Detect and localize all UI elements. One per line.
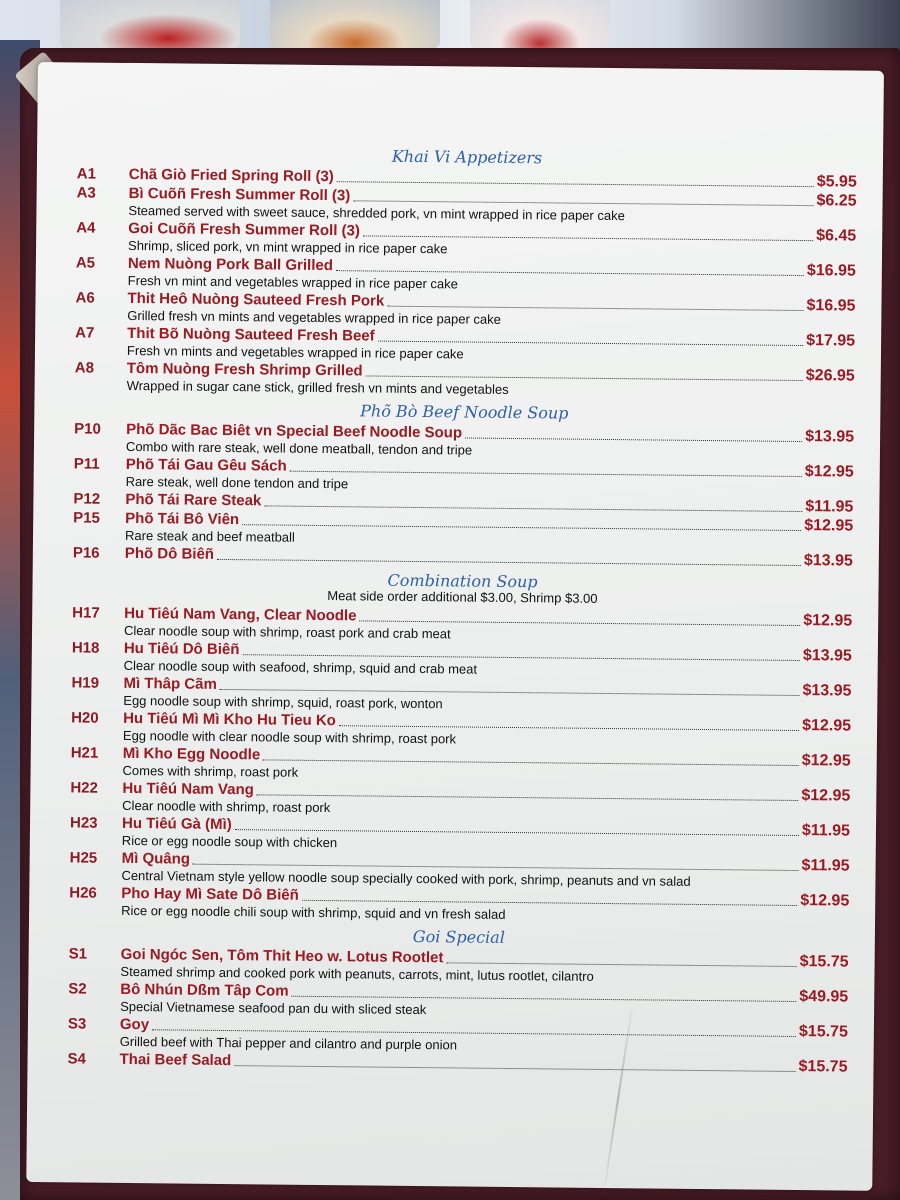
item-code: H25 xyxy=(69,849,98,867)
item-description: Fresh vn mint and vegetables wrapped in rice paper cake xyxy=(127,272,459,292)
dot-leader xyxy=(220,677,800,696)
item-name: Nem Nuòng Pork Ball Grilled xyxy=(127,254,334,275)
dot-leader xyxy=(290,459,802,477)
item-description: Clear noodle soup with shrimp, roast pork and crab meat xyxy=(123,622,451,642)
item-code: P12 xyxy=(73,490,101,508)
dot-leader xyxy=(366,363,803,381)
item-description: Comes with shrimp, roast pork xyxy=(122,762,299,780)
item-code: P10 xyxy=(74,420,101,438)
menu-content xyxy=(67,142,857,1080)
item-code: S1 xyxy=(68,945,88,963)
section-title: Khai Vi Appetizers xyxy=(391,146,543,168)
item-description: Clear noodle with shrimp, roast pork xyxy=(122,797,331,816)
item-price: $26.95 xyxy=(805,367,855,385)
item-price: $11.95 xyxy=(801,822,851,840)
item-code: H21 xyxy=(70,744,99,762)
menu-page xyxy=(26,62,884,1191)
item-price: $13.95 xyxy=(803,552,853,570)
item-price: $12.95 xyxy=(800,892,850,910)
item-description: Steamed served with sweet sauce, shredded pork, vn mint wrapped in rice paper cake xyxy=(128,202,625,224)
dot-leader xyxy=(387,294,803,311)
item-name: Hu Tiêú Mì Mì Kho Hu Tieu Ko xyxy=(123,709,336,730)
dot-leader xyxy=(378,329,804,346)
item-code: P16 xyxy=(72,544,100,562)
item-price: $15.75 xyxy=(798,1023,848,1041)
dot-leader xyxy=(242,512,801,531)
dot-leader xyxy=(446,950,796,967)
item-name: Bô Nhún Dßm Tâp Com xyxy=(120,980,289,1000)
item-name: Phõ Dô Biêñ xyxy=(124,544,215,563)
item-description: Grilled fresh vn mints and vegetables wrapped in rice paper cake xyxy=(127,307,502,327)
item-price: $6.25 xyxy=(816,192,857,210)
item-name: Thit Heô Nuòng Sauteed Fresh Pork xyxy=(127,289,385,310)
item-code: A1 xyxy=(76,165,97,183)
item-code: S2 xyxy=(68,980,87,998)
food-photo xyxy=(60,0,240,48)
section-title: Combination Soup xyxy=(387,570,538,592)
item-price: $12.95 xyxy=(801,787,851,805)
item-code: A7 xyxy=(75,324,95,342)
dot-leader xyxy=(235,817,799,836)
item-description: Egg noodle soup with shrimp, squid, roast pork, wonton xyxy=(123,692,443,712)
dot-leader xyxy=(257,782,799,801)
dot-leader xyxy=(337,169,814,187)
dot-leader xyxy=(465,425,802,442)
item-code: S3 xyxy=(67,1015,87,1033)
item-price: $13.95 xyxy=(805,428,855,446)
section-title: Goi Special xyxy=(412,926,505,947)
dot-leader xyxy=(363,223,813,241)
item-code: A5 xyxy=(75,254,96,272)
item-price: $11.95 xyxy=(801,857,850,875)
item-price: $12.95 xyxy=(804,517,854,535)
item-description: Rice or egg noodle soup with chicken xyxy=(121,832,338,851)
item-name: Hu Tiêú Nam Vang, Clear Noodle xyxy=(124,604,357,625)
item-description: Rare steak, well done tendon and tripe xyxy=(125,473,349,492)
item-description: Wrapped in sugar cane stick, grilled fresh vn mints and vegetables xyxy=(126,377,509,397)
item-name: Tôm Nuòng Fresh Shrimp Grilled xyxy=(126,359,363,380)
item-name: Hu Tiêú Gà (Mì) xyxy=(121,814,232,834)
item-name: Hu Tiêú Dô Biêñ xyxy=(123,639,240,659)
dot-leader xyxy=(339,713,799,731)
item-name: Goi Ngóc Sen, Tôm Thit Heo w. Lotus Rootlet xyxy=(120,945,444,967)
dot-leader xyxy=(193,852,799,871)
item-code: A4 xyxy=(76,219,96,237)
item-price: $13.95 xyxy=(802,682,852,700)
item-name: Goi Cuõñ Fresh Summer Roll (3) xyxy=(128,219,361,240)
item-price: $11.95 xyxy=(805,498,854,516)
item-price: $15.75 xyxy=(798,1058,848,1076)
food-photo xyxy=(270,0,440,48)
item-name: Thit Bõ Nuòng Sauteed Fresh Beef xyxy=(127,324,375,345)
item-name: Bì Cuõñ Fresh Summer Roll (3) xyxy=(128,184,351,205)
item-name: Chã Giò Fried Spring Roll (3) xyxy=(128,165,334,186)
item-price: $17.95 xyxy=(806,332,856,350)
item-description: Combo with rare steak, well done meatball, tendon and tripe xyxy=(125,438,473,458)
item-description: Steamed shrimp and cooked pork with peanuts, carrots, mint, lutus rootlet, cilantro xyxy=(120,963,594,984)
item-price: $13.95 xyxy=(802,647,852,665)
item-price: $16.95 xyxy=(806,262,856,280)
item-code: P15 xyxy=(73,509,101,527)
item-code: H22 xyxy=(70,779,99,797)
item-name: Thai Beef Salad xyxy=(119,1050,232,1070)
item-code: H26 xyxy=(69,884,97,902)
dot-leader xyxy=(242,642,800,661)
item-description: Fresh vn mints and vegetables wrapped in rice paper cake xyxy=(126,342,464,362)
food-photo xyxy=(470,0,610,48)
item-description: Clear noodle soup with seafood, shrimp, squid and crab meat xyxy=(123,657,478,677)
item-name: Phõ Dãc Bac Biêt vn Special Beef Noodle Soup xyxy=(126,420,463,442)
dot-leader xyxy=(264,493,802,512)
item-name: Mì Kho Egg Noodle xyxy=(122,744,261,764)
dot-leader xyxy=(292,984,797,1002)
dot-leader xyxy=(263,747,799,766)
dot-leader xyxy=(234,1053,795,1072)
item-description: Shrimp, sliced pork, vn mint wrapped in rice paper cake xyxy=(128,237,448,257)
item-name: Phõ Tái Rare Steak xyxy=(125,490,262,510)
item-price: $12.95 xyxy=(801,752,851,770)
item-price: $5.95 xyxy=(816,173,857,191)
item-name: Hu Tiêú Nam Vang xyxy=(122,779,254,799)
item-price: $16.95 xyxy=(806,297,856,315)
item-code: A3 xyxy=(76,184,96,202)
dot-leader xyxy=(217,547,801,566)
item-description: Egg noodle with clear noodle soup with shrimp, roast pork xyxy=(122,727,457,747)
item-description: Rare steak and beef meatball xyxy=(124,527,295,545)
item-price: $12.95 xyxy=(804,463,854,481)
item-code: H19 xyxy=(71,674,100,692)
item-price: $15.75 xyxy=(799,953,849,971)
item-name: Pho Hay Mì Sate Dô Biêñ xyxy=(121,884,299,904)
dot-leader xyxy=(359,608,800,626)
item-name: Phõ Tái Gau Gêu Sách xyxy=(125,455,287,475)
item-code: S4 xyxy=(67,1050,87,1068)
dot-leader xyxy=(152,1017,796,1037)
item-code: A6 xyxy=(75,289,95,307)
item-name: Mì Thâp Cãm xyxy=(123,674,217,693)
item-description: Special Vietnamese seafood pan du with sliced steak xyxy=(120,998,427,1018)
item-code: H18 xyxy=(71,639,100,657)
item-code: H23 xyxy=(69,814,98,832)
section-note: Meat side order additional $3.00, Shrimp $3.00 xyxy=(327,588,598,606)
item-description: Central Vietnam style yellow noodle soup specially cooked with pork, shrimp, peanuts and vn salad xyxy=(121,867,691,889)
item-name: Goy xyxy=(119,1015,150,1034)
item-code: P11 xyxy=(73,455,100,473)
item-price: $49.95 xyxy=(799,988,849,1006)
dot-leader xyxy=(302,888,798,906)
item-name: Phõ Tái Bô Viên xyxy=(125,509,240,529)
item-code: H20 xyxy=(71,709,99,727)
item-price: $12.95 xyxy=(803,612,853,630)
dot-leader xyxy=(353,188,813,206)
dot-leader xyxy=(336,258,804,276)
item-price: $6.45 xyxy=(816,227,857,245)
item-price: $12.95 xyxy=(802,717,852,735)
section-title: Phõ Bò Beef Noodle Soup xyxy=(360,401,569,423)
item-description: Grilled beef with Thai pepper and cilantro and purple onion xyxy=(119,1033,458,1053)
item-code: A8 xyxy=(74,359,95,377)
item-code: H17 xyxy=(72,604,100,622)
item-name: Mì Quâng xyxy=(121,849,191,868)
item-description: Rice or egg noodle chili soup with shrimp, squid and vn fresh salad xyxy=(121,902,506,922)
